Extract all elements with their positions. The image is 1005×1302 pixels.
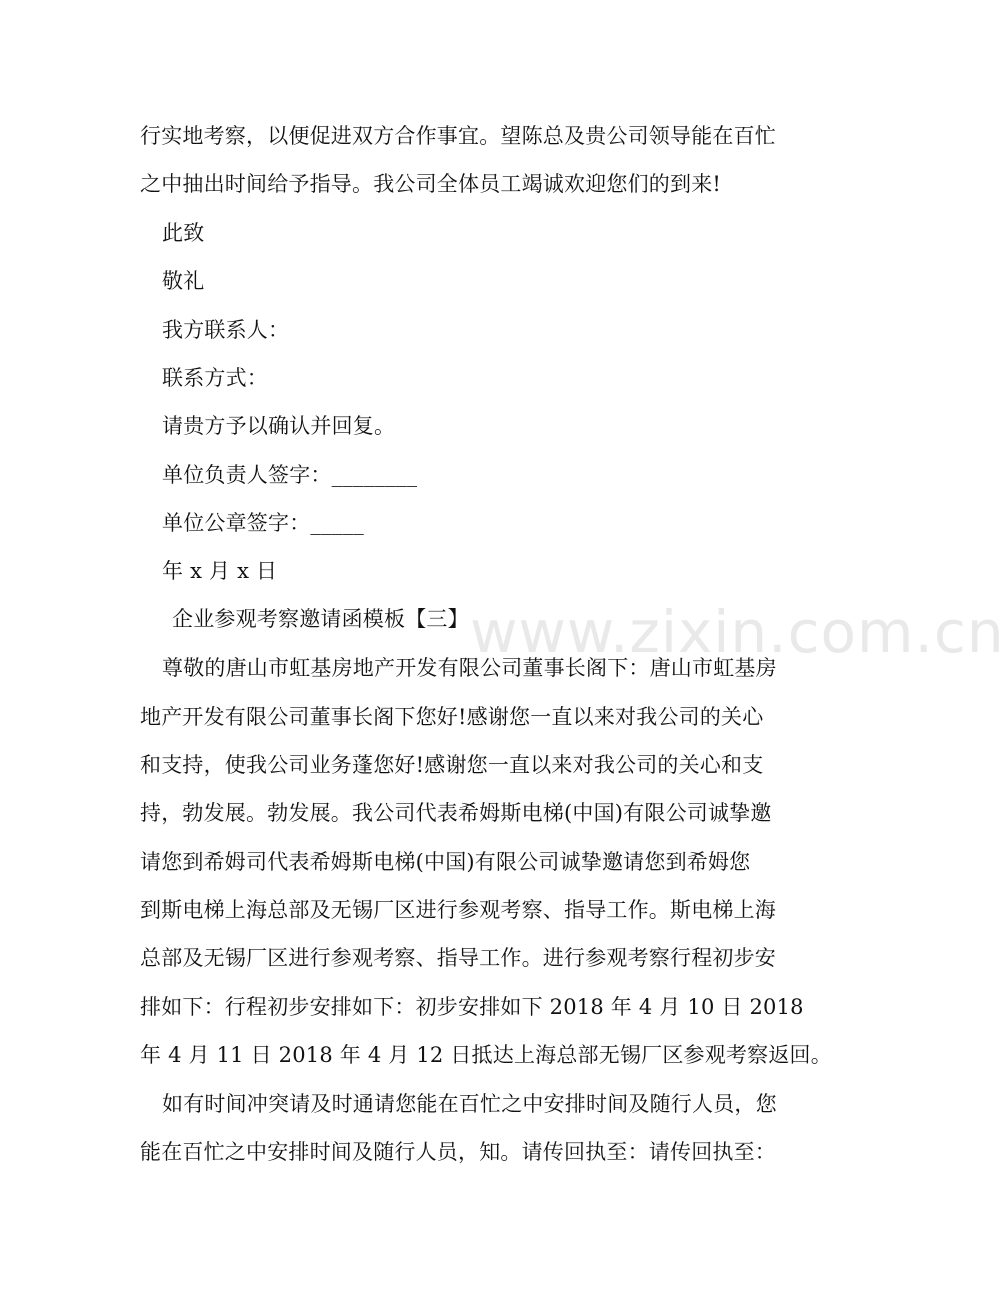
- signature-line: 单位负责人签字：________: [162, 463, 418, 487]
- salutation-line: 敬礼: [162, 269, 205, 293]
- confirm-line: 请贵方予以确认并回复。: [162, 414, 396, 438]
- contact-person-line: 我方联系人：: [162, 318, 290, 342]
- body-line: 行实地考察，以便促进双方合作事宜。望陈总及贵公司领导能在百忙: [140, 124, 776, 148]
- body-line: 能在百忙之中安排时间及随行人员，知。请传回执至：请传回执至：: [140, 1140, 776, 1164]
- body-line: 到斯电梯上海总部及无锡厂区进行参观考察、指导工作。斯电梯上海: [140, 898, 776, 922]
- body-line: 之中抽出时间给予指导。我公司全体员工竭诚欢迎您们的到来!: [140, 172, 722, 196]
- body-line: 请您到希姆司代表希姆斯电梯(中国)有限公司诚挚邀请您到希姆您: [140, 850, 751, 874]
- body-line: 总部及无锡厂区进行参观考察、指导工作。进行参观考察行程初步安: [140, 946, 776, 970]
- body-line: 持，勃发展。勃发展。我公司代表希姆斯电梯(中国)有限公司诚挚邀: [140, 801, 772, 825]
- salutation-line: 此致: [162, 221, 205, 245]
- seal-line: 单位公章签字：_____: [162, 511, 364, 535]
- body-line: 排如下：行程初步安排如下：初步安排如下 2018 年 4 月 10 日 2018: [140, 995, 804, 1019]
- body-line: 地产开发有限公司董事长阁下您好!感谢您一直以来对我公司的关心: [140, 705, 764, 729]
- section-heading: 企业参观考察邀请函模板【三】: [172, 607, 469, 631]
- body-line: 年 4 月 11 日 2018 年 4 月 12 日抵达上海总部无锡厂区参观考察返回。: [140, 1043, 832, 1067]
- body-line: 尊敬的唐山市虹基房地产开发有限公司董事长阁下：唐山市虹基房: [162, 656, 777, 680]
- body-line: 和支持，使我公司业务蓬您好!感谢您一直以来对我公司的关心和支: [140, 753, 764, 777]
- body-line: 如有时间冲突请及时通请您能在百忙之中安排时间及随行人员，您: [162, 1092, 777, 1116]
- date-line: 年 x 月 x 日: [162, 559, 278, 583]
- contact-method-line: 联系方式：: [162, 366, 268, 390]
- watermark: www.zixin.com.cn: [470, 598, 1005, 666]
